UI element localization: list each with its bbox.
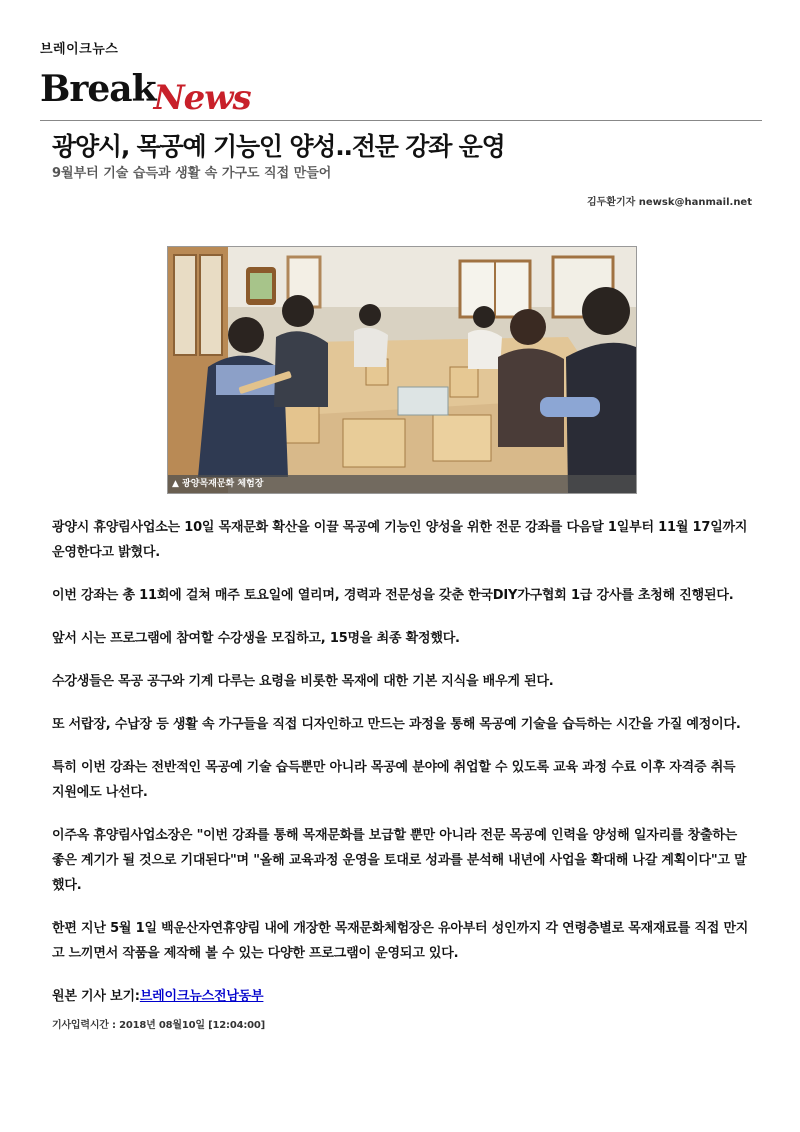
article-subhead: 9월부터 기술 습득과 생활 속 가구도 직접 만들어 <box>52 166 332 181</box>
photo-caption: ▲ 광양목재문화 체험장 <box>168 475 636 493</box>
article-body <box>52 515 752 1038</box>
article-timestamp: 기사입력시간 : 2018년 08월10일 [12:04:00] <box>52 1020 266 1031</box>
original-article-label: 원본 기사 보기: <box>52 989 140 1004</box>
article-headline: 광양시, 목공예 기능인 양성..전문 강좌 운영 <box>52 132 505 161</box>
article-paragraph: 앞서 시는 프로그램에 참여할 수강생을 모집하고, 15명을 최종 확정했다. <box>52 631 460 646</box>
article-paragraph: 이번 강좌는 총 11회에 걸쳐 매주 토요일에 열리며, 경력과 전문성을 갖춘 한국DIY가구협회 1급 강사를 초청해 진행된다. <box>52 588 734 603</box>
article-byline: 김두환기자 newsk@hanmail.net <box>586 197 752 208</box>
original-article-link[interactable]: 브레이크뉴스전남동부 <box>139 989 264 1004</box>
article-paragraph: 한편 지난 5월 1일 백운산자연휴양림 내에 개장한 목재문화체험장은 유아부터 성인까지 각 연령층별로 목재재료를 직접 만지고 느끼면서 작품을 제작해 볼 수 있는 다양한 프로그램이 운영되고 있다. <box>52 921 749 961</box>
article-paragraph: 이주옥 휴양림사업소장은 "이번 강좌를 통해 목재문화를 보급할 뿐만 아니라 전문 목공예 인력을 양성해 일자리를 창출하는 좋은 계기가 될 것으로 기대된다"며 "올해 교육과정 운영을 토대로 성과를 분석해 내년에 사업을 확대해 나갈 계획이다"고 말했다. <box>52 828 747 893</box>
original-article <box>52 984 752 1009</box>
breaknews-logo[interactable] <box>40 68 251 118</box>
article-photo <box>167 246 637 494</box>
logo-break: Break <box>40 68 156 110</box>
article-paragraph: 또 서랍장, 수납장 등 생활 속 가구들을 직접 디자인하고 만드는 과정을 통해 목공예 기술을 습득하는 시간을 가질 예정이다. <box>52 717 741 732</box>
woodworking-class-photo <box>168 247 636 493</box>
header-divider <box>40 120 762 121</box>
site-name: 브레이크뉴스 <box>40 42 119 57</box>
article-paragraph: 수강생들은 목공 공구와 기계 다루는 요령을 비롯한 목재에 대한 기본 지식을 배우게 된다. <box>52 674 554 689</box>
article-paragraph: 광양시 휴양림사업소는 10일 목재문화 확산을 이끌 목공예 기능인 양성을 위한 전문 강좌를 다음달 1일부터 11월 17일까지 운영한다고 밝혔다. <box>52 520 748 560</box>
logo-news: News <box>153 78 251 118</box>
article-paragraph: 특히 이번 강좌는 전반적인 목공예 기술 습득뿐만 아니라 목공예 분야에 취업할 수 있도록 교육 과정 수료 이후 자격증 취득 지원에도 나선다. <box>52 760 736 800</box>
